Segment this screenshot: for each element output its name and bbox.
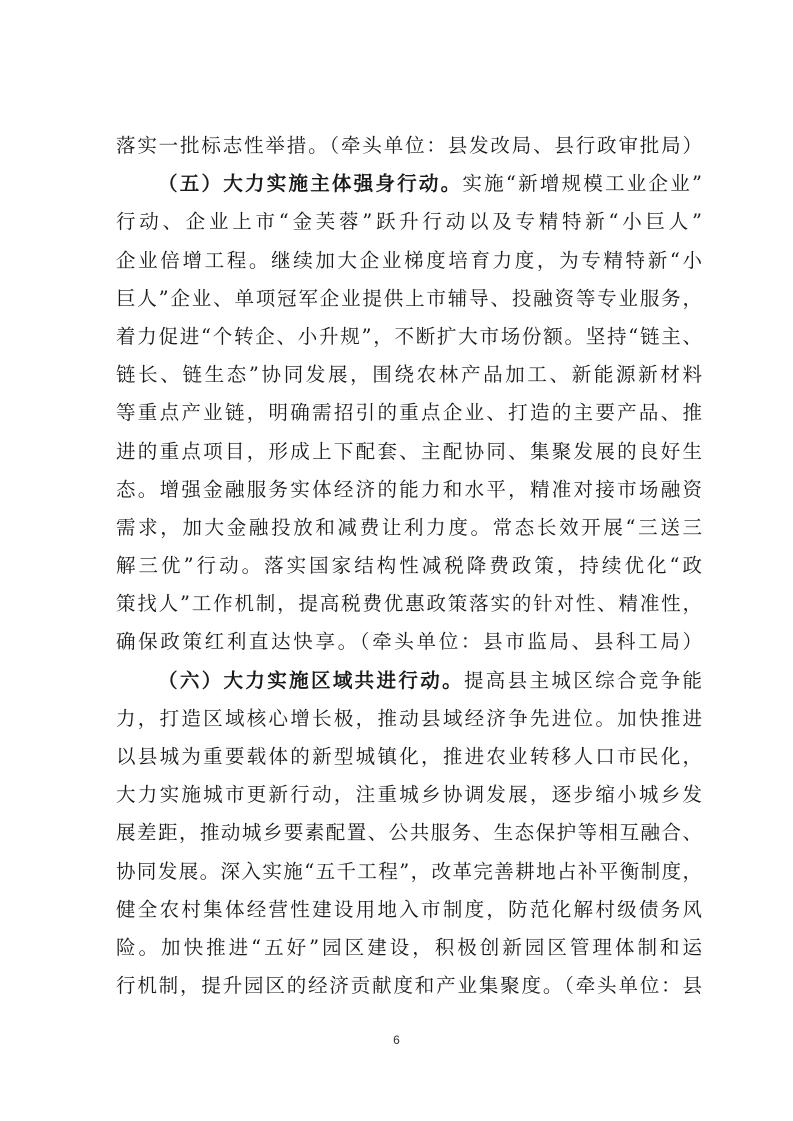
- section-5-first-line: [116, 165, 702, 203]
- section-6-first-line: [116, 662, 702, 700]
- text-line: 协同发展。深入实施“五千工程”，改革完善耕地占补平衡制度，: [116, 859, 702, 883]
- text-line: 着力促进“个转企、小升规”，不断扩大市场份额。坚持“链主、: [116, 324, 702, 348]
- section-6-heading: （六）大力实施区域共进行动。: [158, 668, 464, 692]
- text-line: 行机制，提升园区的经济贡献度和产业集聚度。（牵头单位：县: [116, 974, 702, 998]
- text-line: 落实一批标志性举措。（牵头单位：县发改局、县行政审批局）: [116, 134, 702, 157]
- text-line: 健全农村集体经营性建设用地入市制度，防范化解村级债务风: [116, 897, 702, 921]
- text-line: 策找人”工作机制，提高税费优惠政策落实的针对性、精准性，: [116, 592, 702, 616]
- body-text: [116, 127, 702, 1005]
- text-line: 链长、链生态”协同发展，围绕农林产品加工、新能源新材料: [116, 363, 702, 387]
- text-line: 确保政策红利直达快享。（牵头单位：县市监局、县科工局）: [116, 630, 702, 654]
- text-line: 企业倍增工程。继续加大企业梯度培育力度，为专精特新“小: [116, 248, 702, 272]
- text-line: 需求，加大金融投放和减费让利力度。常态长效开展“三送三: [116, 515, 702, 539]
- section-5-heading: （五）大力实施主体强身行动。: [158, 172, 463, 196]
- page-number: 6: [393, 1033, 400, 1047]
- text-run: 实施“新增规模工业企业”: [462, 172, 702, 196]
- text-line: 大力实施城市更新行动，注重城乡协调发展，逐步缩小城乡发: [116, 783, 702, 807]
- text-line: 进的重点项目，形成上下配套、主配协同、集聚发展的良好生: [116, 439, 702, 463]
- text-line: 展差距，推动城乡要素配置、公共服务、生态保护等相互融合、: [116, 821, 702, 845]
- text-line: 力，打造区域核心增长极，推动县域经济争先进位。加快推进: [116, 706, 702, 730]
- text-line: 巨人”企业、单项冠军企业提供上市辅导、投融资等专业服务，: [116, 286, 702, 310]
- text-line: 解三优”行动。落实国家结构性减税降费政策，持续优化“政: [116, 554, 702, 578]
- text-line: 险。加快推进“五好”园区建设，积极创新园区管理体制和运: [116, 935, 702, 959]
- text-line: 行动、企业上市“金芙蓉”跃升行动以及专精特新“小巨人”: [116, 210, 702, 234]
- text-line: 以县城为重要载体的新型城镇化，推进农业转移人口市民化，: [116, 745, 702, 768]
- text-line: 等重点产业链，明确需招引的重点企业、打造的主要产品、推: [116, 401, 702, 425]
- text-run: 提高县主城区综合竞争能: [463, 668, 702, 692]
- text-line: 态。增强金融服务实体经济的能力和水平，精准对接市场融资: [116, 477, 702, 501]
